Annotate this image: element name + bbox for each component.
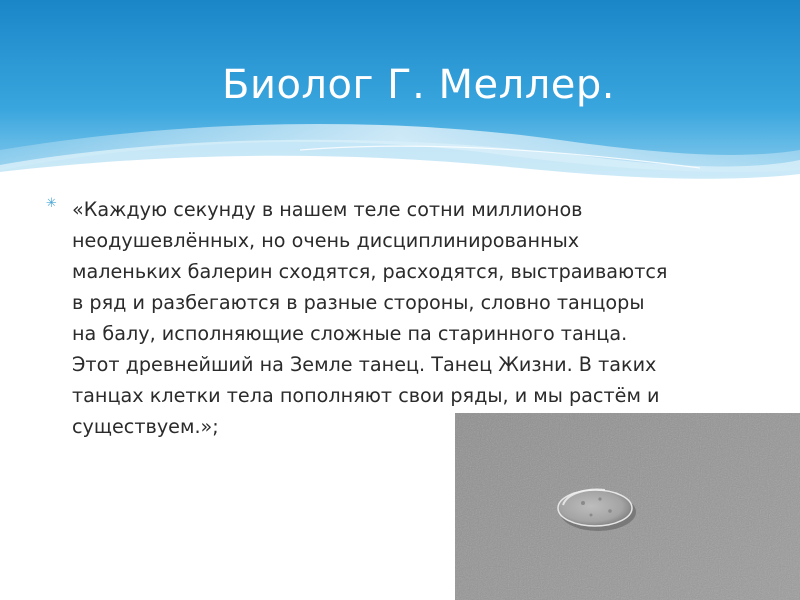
quote-line: неодушевлённых, но очень дисциплинированных <box>72 229 580 252</box>
quote-line: маленьких балерин сходятся, расходятся, выстраиваются <box>72 260 668 283</box>
cell-granule <box>590 514 593 517</box>
quote-line: существуем.»; <box>72 415 219 438</box>
quote-line: танцах клетки тела пополняют свои ряды, и мы растём и <box>72 384 660 407</box>
cell-granule <box>581 501 585 505</box>
slide-title: Биолог Г. Меллер. <box>222 62 615 108</box>
quote-line: «Каждую секунду в нашем теле сотни миллионов <box>72 198 583 221</box>
quote-line: в ряд и разбегаются в разные стороны, словно танцоры <box>72 291 645 314</box>
cell-body <box>558 490 632 526</box>
cell-granule <box>608 509 612 513</box>
quote-line: на балу, исполняющие сложные па старинного танца. <box>72 322 628 345</box>
bullet-asterisk-icon: ✳ <box>46 196 57 211</box>
quote-line: Этот древнейший на Земле танец. Танец Жизни. В таких <box>72 353 657 376</box>
cell-micrograph-image <box>455 413 800 600</box>
cell-granule <box>598 497 601 500</box>
quote-text <box>72 194 762 442</box>
